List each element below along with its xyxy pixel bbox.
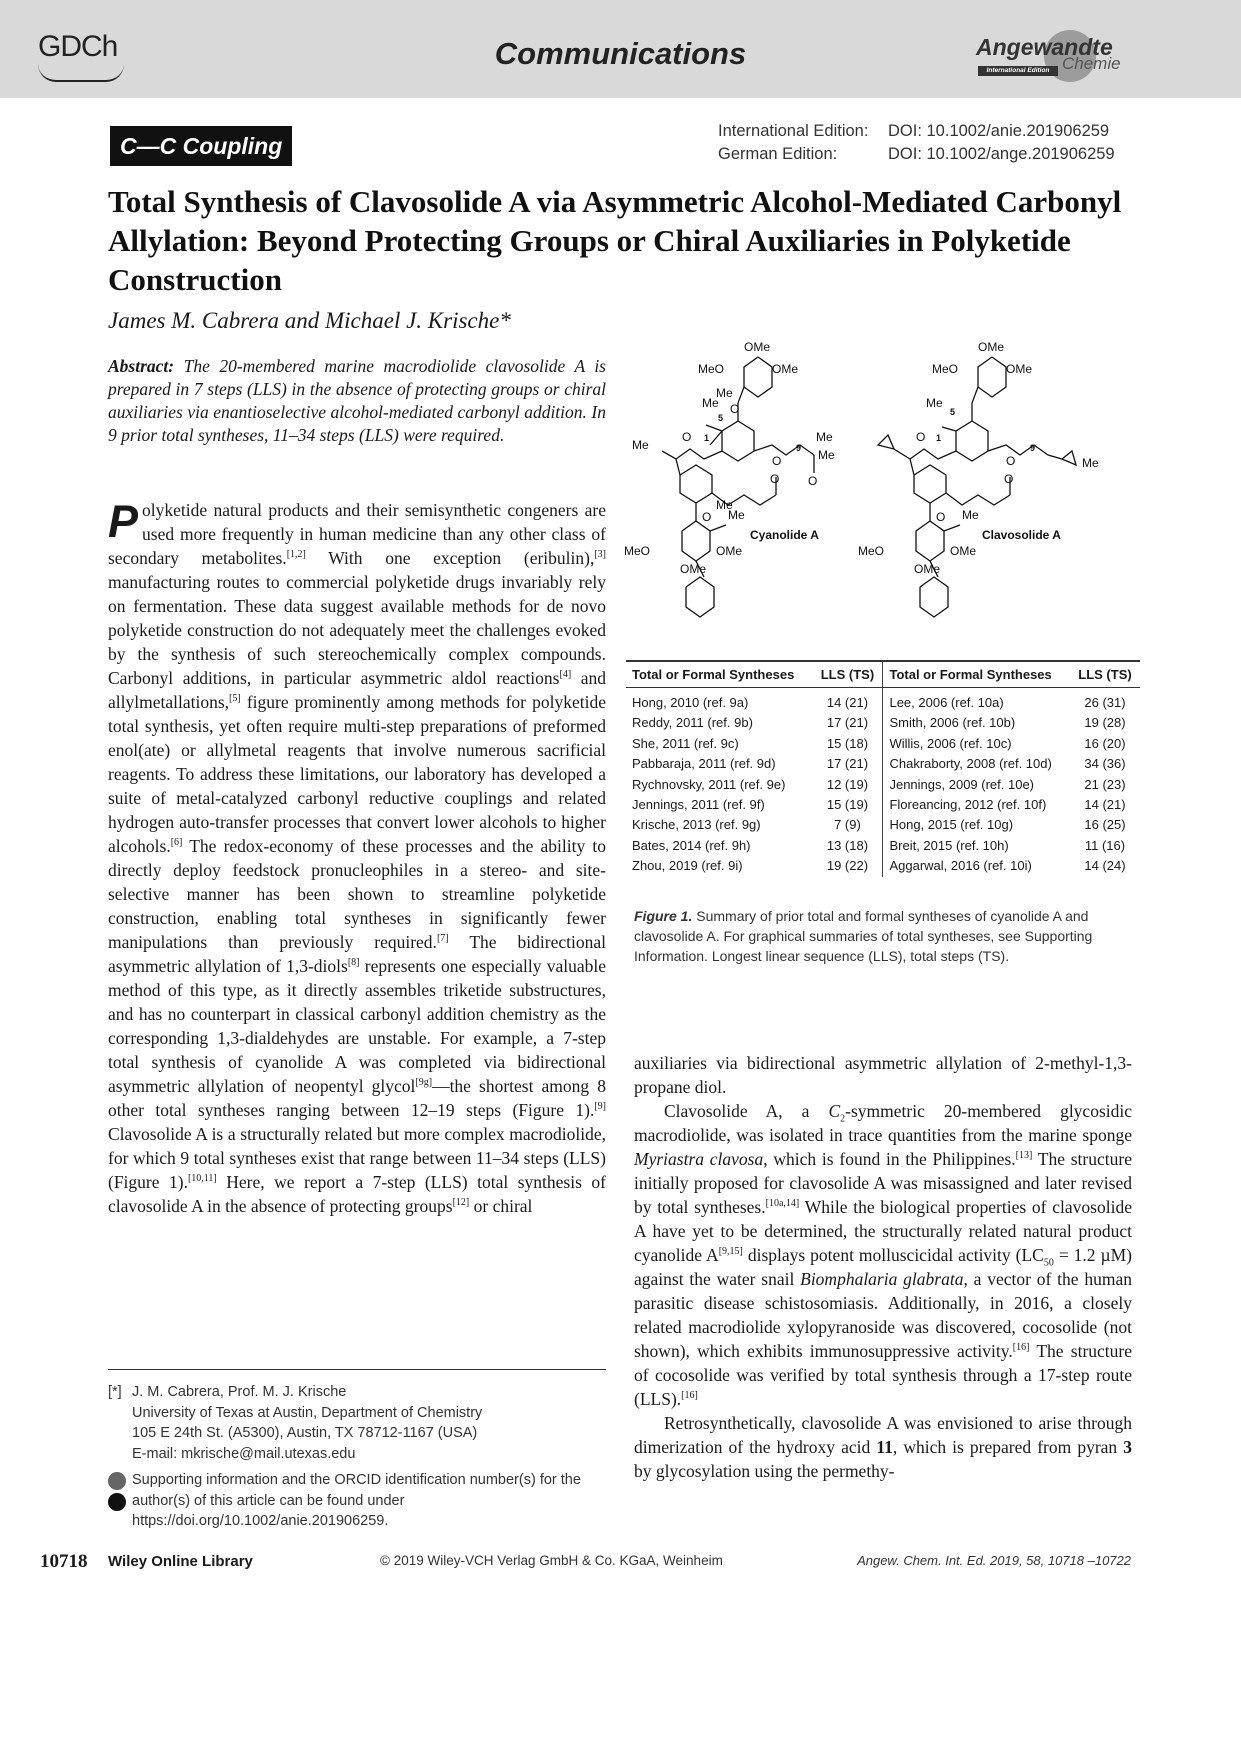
article-authors: James M. Cabrera and Michael J. Krische* xyxy=(108,308,511,333)
doi-german-value[interactable]: DOI: 10.1002/ange.201906259 xyxy=(888,145,1115,163)
doi-german-label: German Edition: xyxy=(718,145,838,163)
svg-text:O: O xyxy=(1006,454,1016,468)
svg-text:OMe: OMe xyxy=(772,362,799,376)
table-row: She, 2011 (ref. 9c) 15 (18) Willis, 2006 (ref. 10c) 16 (20) xyxy=(626,734,1140,754)
drop-cap: P xyxy=(108,496,139,547)
supporting-info-icon xyxy=(108,1472,126,1490)
svg-text:Me: Me xyxy=(1082,456,1099,470)
supporting-info-text[interactable]: Supporting information and the ORCID identification number(s) for the author(s) of this article can be found under https://doi.org/10.1002/anie.201906259. xyxy=(132,1472,581,1529)
svg-text:O: O xyxy=(682,430,692,444)
svg-text:Me: Me xyxy=(962,508,979,522)
table-row: Krische, 2013 (ref. 9g) 7 (9) Hong, 2015 (ref. 10g) 16 (25) xyxy=(626,815,1140,835)
journal-citation: Angew. Chem. Int. Ed. 2019, 58, 10718 –10722 xyxy=(857,1553,1131,1568)
svg-text:Me: Me xyxy=(716,498,733,512)
table-row: Hong, 2010 (ref. 9a) 14 (21) Lee, 2006 (ref. 10a) 26 (31) xyxy=(626,688,1140,714)
svg-text:OMe: OMe xyxy=(914,562,941,576)
figure-structures xyxy=(624,340,1140,665)
citation-ref[interactable]: [9,15] xyxy=(718,1246,743,1258)
svg-text:O: O xyxy=(770,472,780,486)
citation-ref[interactable]: [9g] xyxy=(415,1077,433,1089)
svg-text:Me: Me xyxy=(816,430,833,444)
table-row: Reddy, 2011 (ref. 9b) 17 (21) Smith, 2006 (ref. 10b) 19 (28) xyxy=(626,713,1140,733)
svg-text:9: 9 xyxy=(1030,443,1036,453)
svg-text:1: 1 xyxy=(936,433,942,443)
abstract-text: The 20-membered marine macrodiolide clavosolide A is prepared in 7 steps (LLS) in the absence of protecting groups or chiral auxiliaries via enantioselective alcohol-mediated carbonyl addition. In 9 prior total syntheses, 11–34 steps (LLS) were required. xyxy=(108,356,606,445)
section-title: Communications xyxy=(494,36,747,71)
svg-text:O: O xyxy=(730,402,740,416)
col-header-lls-left: LLS (TS) xyxy=(820,667,875,682)
publisher-logo: GDCh xyxy=(38,30,118,63)
svg-text:Me: Me xyxy=(702,396,719,410)
citation-ref[interactable]: [1,2] xyxy=(286,549,306,561)
journal-title: Angewandte xyxy=(976,34,1113,60)
svg-text:1: 1 xyxy=(704,433,710,443)
col-header-syntheses-left: Total or Formal Syntheses xyxy=(632,667,795,682)
paragraph-intro: Polyketide natural products and their semisynthetic congeners are used more frequently in human medicine than any other class of secondary metabolites.[1,2] With one exception (eribulin),[3] manufacturing routes to commercial polyketide drugs invariably rely on fermentation. These data suggest available methods for de novo polyketide construction do not adequately meet the challenges evoked by the synthesis of such stereochemically complex compounds. Carbonyl additions, in particular asymmetric aldol reactions[4] and allylmetallations,[5] figure prominently among methods for polyketide total synthesis, yet often require multi-step preparations of preformed enol(ate) or allylmetal reagents that involve numerous sacrificial reagents. To address these limitations, our laboratory has developed a suite of metal-catalyzed carbonyl reductive couplings and related hydrogen auto-transfer processes that convert lower alcohols to higher alcohols.[6] The redox-economy of these processes and the ability to directly deploy feedstock pronucleophiles in a stereo- and site-selective manner has been shown to streamline polyketide construction, enabling total syntheses in significantly fewer manipulations than previously required.[7] The bidirectional asymmetric allylation of 1,3-diols[8] represents one especially valuable method of this type, as it directly assembles triketide substructures, and has no counterpart in classical carbonyl addition chemistry as the corresponding 1,3-dialdehydes are unstable. For example, a 7-step total synthesis of cyanolide A was completed via bidirectional asymmetric allylation of neopentyl glycol[9g]—the shortest among 8 other total syntheses ranging between 12–19 steps (Figure 1).[9] Clavosolide A is a structurally related but more complex macrodiolide, for which 9 total syntheses exist that range between 11–34 steps (LLS) (Figure 1).[10,11] Here, we report a 7-step (LLS) total synthesis of clavosolide A in the absence of protecting groups[12] or chiral xyxy=(108,496,607,1216)
citation-ref[interactable]: [13] xyxy=(1015,1150,1033,1162)
synthesis-table xyxy=(626,660,1140,877)
col-header-lls-right: LLS (TS) xyxy=(1078,667,1132,682)
svg-text:OMe: OMe xyxy=(978,340,1005,354)
svg-text:Me: Me xyxy=(632,438,649,452)
svg-text:MeO: MeO xyxy=(932,362,959,376)
svg-text:5: 5 xyxy=(718,413,724,423)
footnote-rule xyxy=(108,1369,606,1370)
doi-intl-label: International Edition: xyxy=(718,122,869,140)
doi-intl-value[interactable]: DOI: 10.1002/anie.201906259 xyxy=(888,122,1110,140)
label-clavosolide: Clavosolide A xyxy=(982,528,1061,542)
label-ome: OMe xyxy=(744,340,771,354)
svg-text:MeO: MeO xyxy=(858,544,885,558)
page-header xyxy=(0,0,1241,98)
supporting-info-note xyxy=(108,1470,608,1532)
citation-ref[interactable]: [3] xyxy=(594,549,606,561)
citation-ref[interactable]: [7] xyxy=(436,933,449,945)
svg-text:5: 5 xyxy=(950,407,956,417)
table-row: Bates, 2014 (ref. 9h) 13 (18) Breit, 2015 (ref. 10h) 11 (16) xyxy=(626,836,1140,856)
svg-text:O: O xyxy=(702,510,712,524)
sugar-ring-top-left xyxy=(744,357,772,397)
svg-text:OMe: OMe xyxy=(950,544,977,558)
svg-text:OMe: OMe xyxy=(680,562,707,576)
svg-text:O: O xyxy=(772,454,782,468)
svg-text:9: 9 xyxy=(796,443,802,453)
svg-text:MeO: MeO xyxy=(698,362,725,376)
figure-caption-label: Figure 1. xyxy=(634,908,693,924)
svg-text:Me: Me xyxy=(818,448,835,462)
svg-text:MeO: MeO xyxy=(624,544,651,558)
footnote-mark: [*] xyxy=(108,1384,122,1400)
svg-text:OMe: OMe xyxy=(1006,362,1033,376)
citation-ref[interactable]: [16] xyxy=(681,1390,698,1402)
table-row: Pabbaraja, 2011 (ref. 9d) 17 (21) Chakraborty, 2008 (ref. 10d) 34 (36) xyxy=(626,754,1140,774)
article-title: Total Synthesis of Clavosolide A via Asymmetric Alcohol-Mediated Carbonyl Allylation: Beyond Protecting Groups or Chiral Auxiliaries in Polyketide Construction xyxy=(108,184,1122,297)
journal-subtitle: Chemie xyxy=(1062,54,1121,73)
wiley-online-library-link[interactable]: Wiley Online Library xyxy=(108,1553,253,1570)
svg-text:O: O xyxy=(808,474,818,488)
citation-ref[interactable]: [12] xyxy=(452,1197,470,1209)
figure-caption-text: Summary of prior total and formal syntheses of cyanolide A and clavosolide A. For graphical summaries of total syntheses, see Supporting Information. Longest linear sequence (LLS), total steps (TS). xyxy=(634,908,1093,964)
paragraph: auxiliaries via bidirectional asymmetric allylation of 2-methyl-1,3-propane diol. xyxy=(634,1053,1132,1097)
body-column-left xyxy=(108,498,606,1218)
citation-ref[interactable]: [5] xyxy=(229,693,241,705)
citation-ref[interactable]: [9] xyxy=(594,1101,606,1113)
body-column-right xyxy=(634,1051,1132,1483)
author-footnote: [*] J. M. Cabrera, Prof. M. J. Krische University of Texas at Austin, Department of Chemistry 105 E 24th St. (A5300), Austin, TX 78712-1167 (USA) E-mail: mkrische@mail.utexas.edu xyxy=(108,1382,608,1464)
citation-ref[interactable]: [16] xyxy=(1012,1342,1030,1354)
citation-ref[interactable]: [10,11] xyxy=(187,1173,217,1185)
citation-ref[interactable]: [10a,14] xyxy=(765,1198,800,1210)
orcid-icon xyxy=(108,1493,126,1511)
page-footer xyxy=(0,1553,1241,1573)
svg-text:OMe: OMe xyxy=(716,544,743,558)
svg-text:Me: Me xyxy=(716,386,733,400)
page-number: 10718 xyxy=(40,1551,88,1572)
paragraph: Retrosynthetically, clavosolide A was envisioned to arise through dimerization of the hydroxy acid 11, which is prepared from pyran 3 by glycosylation using the permethy- xyxy=(634,1413,1133,1481)
citation-ref[interactable]: [8] xyxy=(347,957,360,969)
abstract xyxy=(108,355,606,447)
doi-block xyxy=(718,120,1115,166)
sugar-ring-top-right xyxy=(978,357,1006,397)
label-cyanolide: Cyanolide A xyxy=(750,528,819,542)
figure-caption xyxy=(634,906,1132,966)
copyright: © 2019 Wiley-VCH Verlag GmbH & Co. KGaA, Weinheim xyxy=(380,1553,723,1568)
article-category-tag: C—C Coupling xyxy=(110,126,292,166)
paragraph: Clavosolide A, a $C_2$-symmetric 20-membered glycosidic macrodiolide, was isolated in trace quantities from the marine sponge Myriastra clavosa, which is found in the Philippines.[13] The structure initially proposed for clavosolide A was misassigned and later revised by total syntheses.[10a,14] While the biological properties of clavosolide A have yet to be determined, the structurally related natural product cyanolide A[9,15] displays potent molluscicidal activity ($LC_{50} = 1.2$ µM) against the water snail Biomphalaria glabrata, a vector of the human parasitic disease schistosomiasis. Additionally, in 2016, a closely related macrodiolide xylopyranoside was discovered, cocosolide (not shown), which exhibits immunosuppressive activity.[16] The structure of cocosolide was verified by total synthesis through a 17-step route (LLS).[16] xyxy=(634,1101,1133,1409)
table-header-row xyxy=(626,661,1140,688)
author-email[interactable]: E-mail: mkrische@mail.utexas.edu xyxy=(132,1445,356,1462)
svg-text:O: O xyxy=(936,510,946,524)
svg-text:Me: Me xyxy=(926,396,943,410)
journal-edition: International Edition xyxy=(978,66,1058,76)
citation-ref[interactable]: [4] xyxy=(559,669,572,681)
table-row: Rychnovsky, 2011 (ref. 9e) 12 (19) Jennings, 2009 (ref. 10e) 21 (23) xyxy=(626,775,1140,795)
citation-ref[interactable]: [6] xyxy=(170,837,183,849)
svg-text:O: O xyxy=(916,430,926,444)
table-row: Zhou, 2019 (ref. 9i) 19 (22) Aggarwal, 2016 (ref. 10i) 14 (24) xyxy=(626,856,1140,876)
col-header-syntheses-right: Total or Formal Syntheses xyxy=(883,661,1070,688)
svg-text:Me: Me xyxy=(728,508,745,522)
svg-text:O: O xyxy=(1004,472,1014,486)
abstract-label: Abstract: xyxy=(108,356,175,376)
table-row: Jennings, 2011 (ref. 9f) 15 (19) Floreancing, 2012 (ref. 10f) 14 (21) xyxy=(626,795,1140,815)
